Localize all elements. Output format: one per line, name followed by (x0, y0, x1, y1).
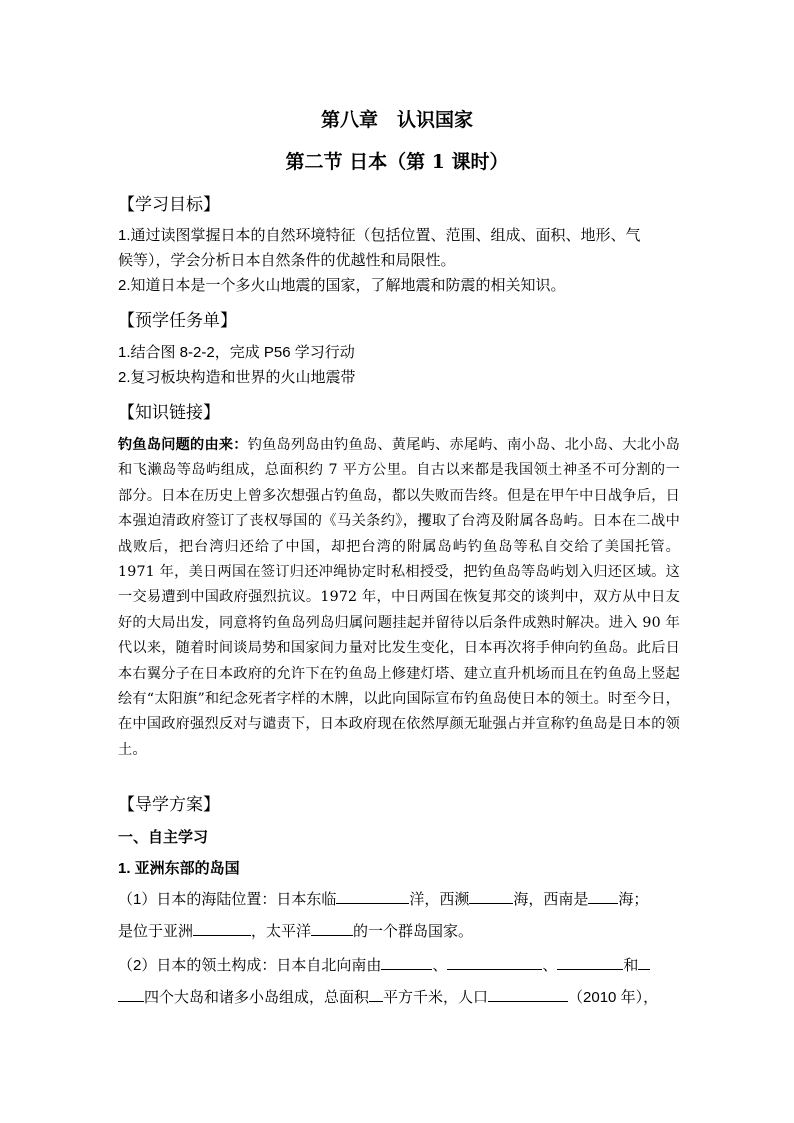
guide-header: 【导学方案】 (118, 795, 220, 814)
q2-text-g: （2010 年）， (568, 989, 659, 1006)
subsection-title: 1. 亚洲东部的岛国 (118, 860, 240, 877)
blank-population[interactable] (488, 986, 568, 1002)
goals-header: 【学习目标】 (118, 195, 220, 214)
blank-total-area[interactable] (369, 986, 383, 1002)
section-title: 第二节 日本（第 1 课时） (285, 151, 509, 173)
q1-text-d: 海； (618, 891, 649, 908)
question-2-line-2 (118, 986, 658, 1007)
q1-text-b: 洋，西濒 (409, 891, 470, 908)
pre-task-1: 1.结合图 8-2-2，完成 P56 学习行动 (118, 344, 355, 361)
part-one-title: 一、自主学习 (118, 829, 209, 846)
blank-island-3[interactable] (557, 954, 623, 970)
goal-line-2: 候等），学会分析日本自然条件的优越性和局限性。 (118, 252, 456, 269)
q2-text-f: 平方千米，人口 (383, 989, 489, 1006)
knowledge-paragraph (118, 433, 680, 763)
chapter-title: 第八章 认识国家 (320, 109, 473, 131)
q2-text-e: 四个大岛和诸多小岛组成，总面积 (144, 989, 370, 1006)
blank-island-1[interactable] (381, 954, 432, 970)
blank-island-4-start[interactable] (638, 954, 650, 970)
blank-southwest-sea[interactable] (588, 888, 618, 904)
q2-text-b: 、 (432, 957, 448, 974)
q1-text-a: （1）日本的海陆位置：日本东临 (118, 891, 337, 908)
pre-tasks-header: 【预学任务单】 (118, 311, 237, 330)
question-1-line-1 (118, 888, 648, 909)
blank-island-4-end[interactable] (118, 986, 144, 1002)
blank-west-sea[interactable] (469, 888, 513, 904)
knowledge-header: 【知识链接】 (118, 403, 220, 422)
knowledge-body: 钓鱼岛列岛由钓鱼岛、黄尾屿、赤尾屿、南小岛、北小岛、大北小岛和飞濑岛等岛屿组成，总面积约 7 平方公里。自古以来都是我国领土神圣不可分割的一部分。日本在历史上曾多次想强占钓鱼岛，都以失败而告终。但是在甲午中日战争后，日本强迫清政府签订了丧权辱国的《马关条约》，攫取了台湾及附属各岛屿。日本在二战中战败后，把台湾归还给了中国，却把台湾的附属岛屿钓鱼岛等私自交给了美国托管。1971 年，美日两国在签订归还冲绳协定时私相授受，把钓鱼岛等岛屿划入归还区域。这一交易遭到中国政府强烈抗议。1972 年，中日两国在恢复邦交的谈判中，双方从中日友好的大局出发，同意将钓鱼岛列岛归属问题挂起并留待以后条件成熟时解决。进入 90 年代以来，随着时间谈局势和国家间力量对比发生变化，日本再次将手伸向钓鱼岛。此后日本右翼分子在日本政府的允许下在钓鱼岛上修建灯塔、建立直升机场而且在钓鱼岛上竖起绘有“太阳旗”和纪念死者字样的木牌，以此向国际宣布钓鱼岛使日本的领土。时至今日，在中国政府强烈反对与谴责下，日本政府现在依然厚颜无耻强占并宣称钓鱼岛是日本的领土。 (118, 437, 680, 758)
q1-text-c: 海，西南是 (513, 891, 589, 908)
goal-line-3: 2.知道日本是一个多火山地震的国家，了解地震和防震的相关知识。 (118, 277, 566, 294)
q2-text-a: （2）日本的领土构成：日本自北向南由 (118, 957, 382, 974)
goal-line-1: 1.通过读图掌握日本的自然环境特征（包括位置、范围、组成、面积、地形、气 (118, 227, 641, 244)
q1-text-e: 是位于亚洲 (118, 923, 194, 940)
blank-asia-part[interactable] (193, 920, 251, 936)
pre-task-2: 2.复习板块构造和世界的火山地震带 (118, 369, 356, 386)
q2-text-d: 和 (623, 957, 639, 974)
question-2-line-1 (118, 954, 650, 975)
question-1-line-2 (118, 920, 473, 941)
q2-text-c: 、 (542, 957, 558, 974)
q1-text-g: 的一个群岛国家。 (353, 923, 474, 940)
blank-pacific-part[interactable] (311, 920, 353, 936)
blank-island-2[interactable] (447, 954, 542, 970)
q1-text-f: ，太平洋 (251, 923, 312, 940)
blank-east-ocean[interactable] (336, 888, 409, 904)
knowledge-lead: 钓鱼岛问题的由来： (118, 437, 248, 453)
